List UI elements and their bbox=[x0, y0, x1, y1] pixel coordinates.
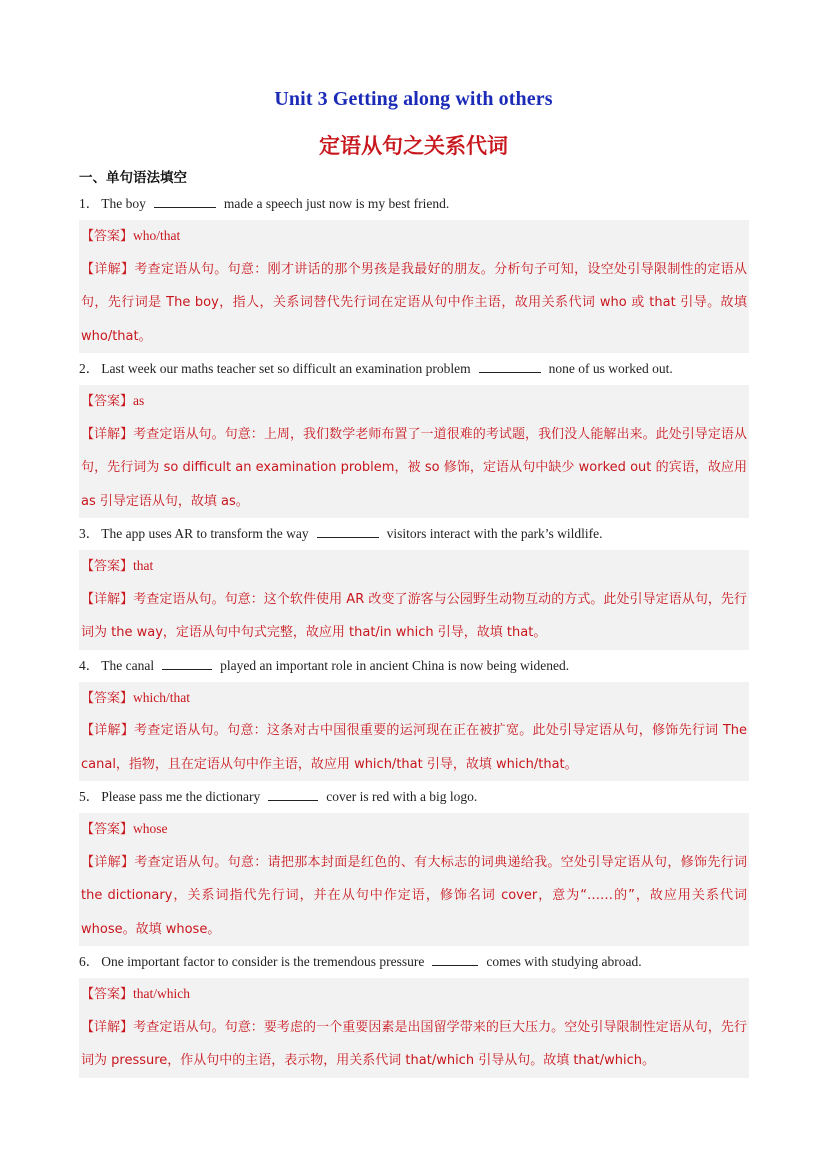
answer-box bbox=[79, 682, 749, 782]
answer-blank bbox=[268, 786, 318, 801]
question-number: 6． bbox=[79, 954, 100, 969]
question-line bbox=[79, 946, 749, 978]
question-text-after: comes with studying abroad. bbox=[486, 954, 642, 969]
question-text-before: The canal bbox=[101, 657, 155, 673]
question-line bbox=[79, 650, 749, 682]
exercise-item bbox=[79, 188, 749, 353]
answer-tag: 【答案】 bbox=[81, 690, 134, 706]
detail-body: 考查定语从句。句意：这个软件使用 AR 改变了游客与公园野生动物互动的方式。此处引导定语从句，先行词为 the way，定语从句中句式完整，故应用 that/in which 引导，故填 that。 bbox=[81, 591, 747, 640]
detail-tag: 【详解】 bbox=[81, 261, 135, 277]
title-english: Unit 3 Getting along with others bbox=[274, 88, 553, 110]
detail-tag: 【详解】 bbox=[81, 591, 134, 607]
exercise-item bbox=[79, 518, 749, 650]
question-line bbox=[79, 518, 749, 550]
detail-text bbox=[79, 418, 749, 519]
detail-text bbox=[79, 253, 749, 354]
exercise-item bbox=[79, 946, 749, 1078]
question-number: 3． bbox=[79, 526, 100, 541]
detail-text bbox=[79, 846, 749, 947]
answer-line bbox=[79, 978, 749, 1011]
question-line bbox=[79, 781, 749, 813]
answer-line bbox=[79, 220, 749, 253]
answer-text: who/that bbox=[133, 228, 181, 243]
answer-box bbox=[79, 385, 749, 518]
question-text-after: visitors interact with the park’s wildlife. bbox=[386, 526, 603, 541]
answer-line bbox=[79, 813, 749, 846]
answer-blank bbox=[317, 523, 379, 538]
answer-box bbox=[79, 813, 749, 946]
answer-text: which/that bbox=[133, 689, 191, 705]
question-text-after: none of us worked out. bbox=[548, 361, 673, 376]
question-text-after: cover is red with a big logo. bbox=[326, 789, 478, 804]
answer-tag: 【答案】 bbox=[81, 822, 134, 837]
detail-body: 考查定语从句。句意：这条对古中国很重要的运河现在正在被扩宽。此处引导定语从句，修饰先行词 The canal，指物，且在定语从句中作主语，故应用 which/that 引导，故填 which/that。 bbox=[81, 723, 747, 772]
detail-text bbox=[79, 583, 749, 650]
detail-text bbox=[79, 1011, 749, 1078]
question-text-after: played an important role in ancient China is now being widened. bbox=[220, 657, 570, 673]
answer-blank bbox=[162, 655, 212, 670]
detail-body: 考查定语从句。句意：要考虑的一个重要因素是出国留学带来的巨大压力。空处引导限制性定语从句，先行词为 pressure，作从句中的主语，表示物，用关系代词 that/which 引导从句。故填 that/which。 bbox=[81, 1019, 747, 1068]
answer-blank bbox=[154, 193, 216, 208]
question-number: 2． bbox=[79, 361, 100, 376]
answer-box bbox=[79, 978, 749, 1078]
answer-blank bbox=[479, 358, 541, 373]
detail-body: 考查定语从句。句意：上周，我们数学老师布置了一道很难的考试题，我们没人能解出来。此处引导定语从句，先行词为 so difficult an examination problem，被 so 修饰，定语从句中缺少 worked out 的宾语，故应用 as 引导定语从句，故填 as。 bbox=[81, 426, 747, 509]
question-text-before: One important factor to consider is the tremendous pressure bbox=[101, 954, 425, 969]
answer-box bbox=[79, 550, 749, 650]
question-number: 1． bbox=[79, 196, 100, 211]
answer-box bbox=[79, 220, 749, 353]
section-heading: 一、单句语法填空 bbox=[79, 170, 187, 186]
exercise-item bbox=[79, 650, 749, 782]
exercise-list bbox=[79, 188, 749, 1078]
detail-tag: 【详解】 bbox=[81, 854, 135, 870]
answer-tag: 【答案】 bbox=[81, 394, 134, 409]
question-text-before: Last week our maths teacher set so difficult an examination problem bbox=[101, 361, 471, 376]
question-number: 5． bbox=[79, 789, 100, 804]
question-text-before: Please pass me the dictionary bbox=[101, 789, 261, 804]
answer-text: whose bbox=[133, 821, 168, 836]
answer-line bbox=[79, 682, 749, 715]
answer-tag: 【答案】 bbox=[81, 987, 134, 1002]
answer-blank bbox=[432, 951, 478, 966]
detail-body: 考查定语从句。句意：请把那本封面是红色的、有大标志的词典递给我。空处引导定语从句，修饰先行词 the dictionary，关系词指代先行词，并在从句中作定语，修饰名词 cover，意为“……的”，故应用关系代词 whose。故填 whose。 bbox=[81, 854, 747, 937]
exercise-item bbox=[79, 781, 749, 946]
detail-tag: 【详解】 bbox=[81, 723, 135, 738]
detail-tag: 【详解】 bbox=[81, 426, 134, 442]
answer-tag: 【答案】 bbox=[81, 559, 134, 574]
answer-line bbox=[79, 385, 749, 418]
detail-text bbox=[79, 714, 749, 781]
answer-line bbox=[79, 550, 749, 583]
answer-tag: 【答案】 bbox=[81, 229, 134, 244]
answer-text: that/which bbox=[133, 986, 191, 1001]
exercise-item bbox=[79, 353, 749, 518]
answer-text: that bbox=[133, 558, 154, 573]
detail-tag: 【详解】 bbox=[81, 1019, 134, 1035]
question-text-before: The boy bbox=[101, 196, 146, 211]
question-line bbox=[79, 188, 749, 220]
answer-text: as bbox=[133, 393, 145, 408]
title-chinese: 定语从句之关系代词 bbox=[319, 134, 508, 158]
question-text-after: made a speech just now is my best friend. bbox=[223, 196, 450, 211]
question-line bbox=[79, 353, 749, 385]
question-number: 4． bbox=[79, 657, 100, 673]
detail-body: 考查定语从句。句意：刚才讲话的那个男孩是我最好的朋友。分析句子可知，设空处引导限制性的定语从句，先行词是 The boy，指人，关系词替代先行词在定语从句中作主语，故用关系代词 who 或 that 引导。故填 who/that。 bbox=[81, 261, 747, 344]
question-text-before: The app uses AR to transform the way bbox=[101, 526, 309, 541]
